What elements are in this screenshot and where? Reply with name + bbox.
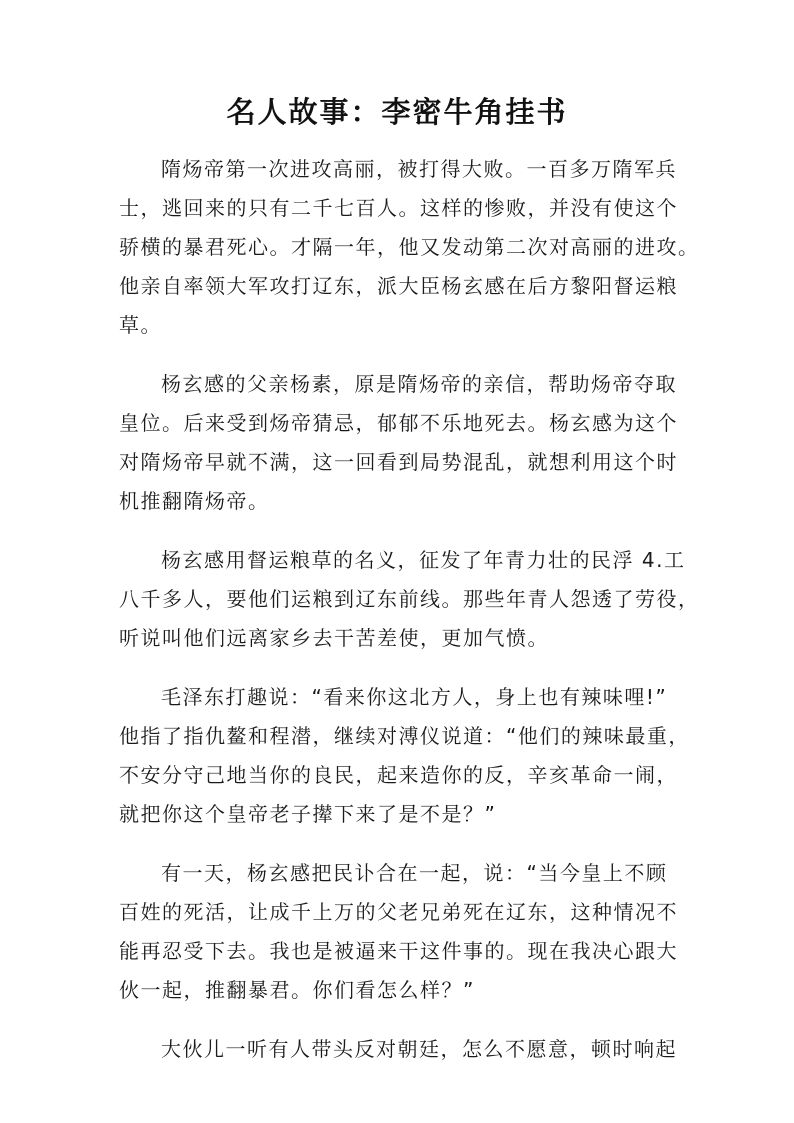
text-line: 就把你这个皇帝老子撵下来了是不是？” — [119, 802, 497, 826]
paragraph-1 — [119, 150, 700, 345]
text-line: 隋炀帝第一次进攻高丽，被打得大败。一百多万隋军兵 — [161, 157, 677, 181]
paragraph-5 — [119, 854, 679, 1010]
text-line: 能再忍受下去。我也是被逼来干这件事的。现在我决心跟大 — [119, 939, 678, 963]
text-line: 八千多人，要他们运粮到辽东前线。那些年青人怨透了劳役， — [119, 587, 700, 611]
text-line: 机推翻隋炀帝。 — [119, 489, 270, 513]
paragraph-3 — [119, 541, 700, 658]
text-line: 不安分守己地当你的良民，起来造你的反，辛亥革命一闹， — [119, 763, 678, 787]
text-line: 骄横的暴君死心。才隔一年，他又发动第二次对高丽的进攻。 — [119, 235, 700, 259]
text-line: 杨玄感的父亲杨素，原是隋炀帝的亲信，帮助炀帝夺取 — [161, 372, 677, 396]
text-line: 他亲自率领大军攻打辽东，派大臣杨玄感在后方黎阳督运粮 — [119, 274, 678, 298]
paragraph-4 — [119, 678, 690, 834]
text-line: 他指了指仇鳌和程潜，继续对溥仪说道：“他们的辣味最重， — [119, 724, 690, 748]
text-line: 听说叫他们远离家乡去干苦差使，更加气愤。 — [119, 626, 549, 650]
text-line: 百姓的死活，让成千上万的父老兄弟死在辽东，这种情况不 — [119, 900, 678, 924]
text-line: 士，逃回来的只有二千七百人。这样的惨败，并没有使这个 — [119, 196, 678, 220]
text-line: 毛泽东打趣说：“看来你这北方人，身上也有辣味哩!” — [161, 685, 668, 709]
text-line: 大伙儿一听有人带头反对朝廷，怎么不愿意，顿时响起 — [161, 1037, 677, 1061]
paragraph-2 — [119, 365, 679, 521]
text-line: 草。 — [119, 313, 162, 337]
text-line: 伙一起，推翻暴君。你们看怎么样？” — [119, 978, 475, 1002]
document-body — [119, 150, 700, 1089]
text-line: 对隋炀帝早就不满，这一回看到局势混乱，就想利用这个时 — [119, 450, 678, 474]
paragraph-6 — [119, 1030, 679, 1069]
text-line: 杨玄感用督运粮草的名义，征发了年青力壮的民浮 4.工 — [161, 548, 686, 572]
text-line: 皇位。后来受到炀帝猜忌，郁郁不乐地死去。杨玄感为这个 — [119, 411, 678, 435]
text-line: 有一天，杨玄感把民讣合在一起，说：“当今皇上不顾 — [161, 861, 668, 885]
document-title: 名人故事：李密牛角挂书 — [226, 95, 568, 129]
